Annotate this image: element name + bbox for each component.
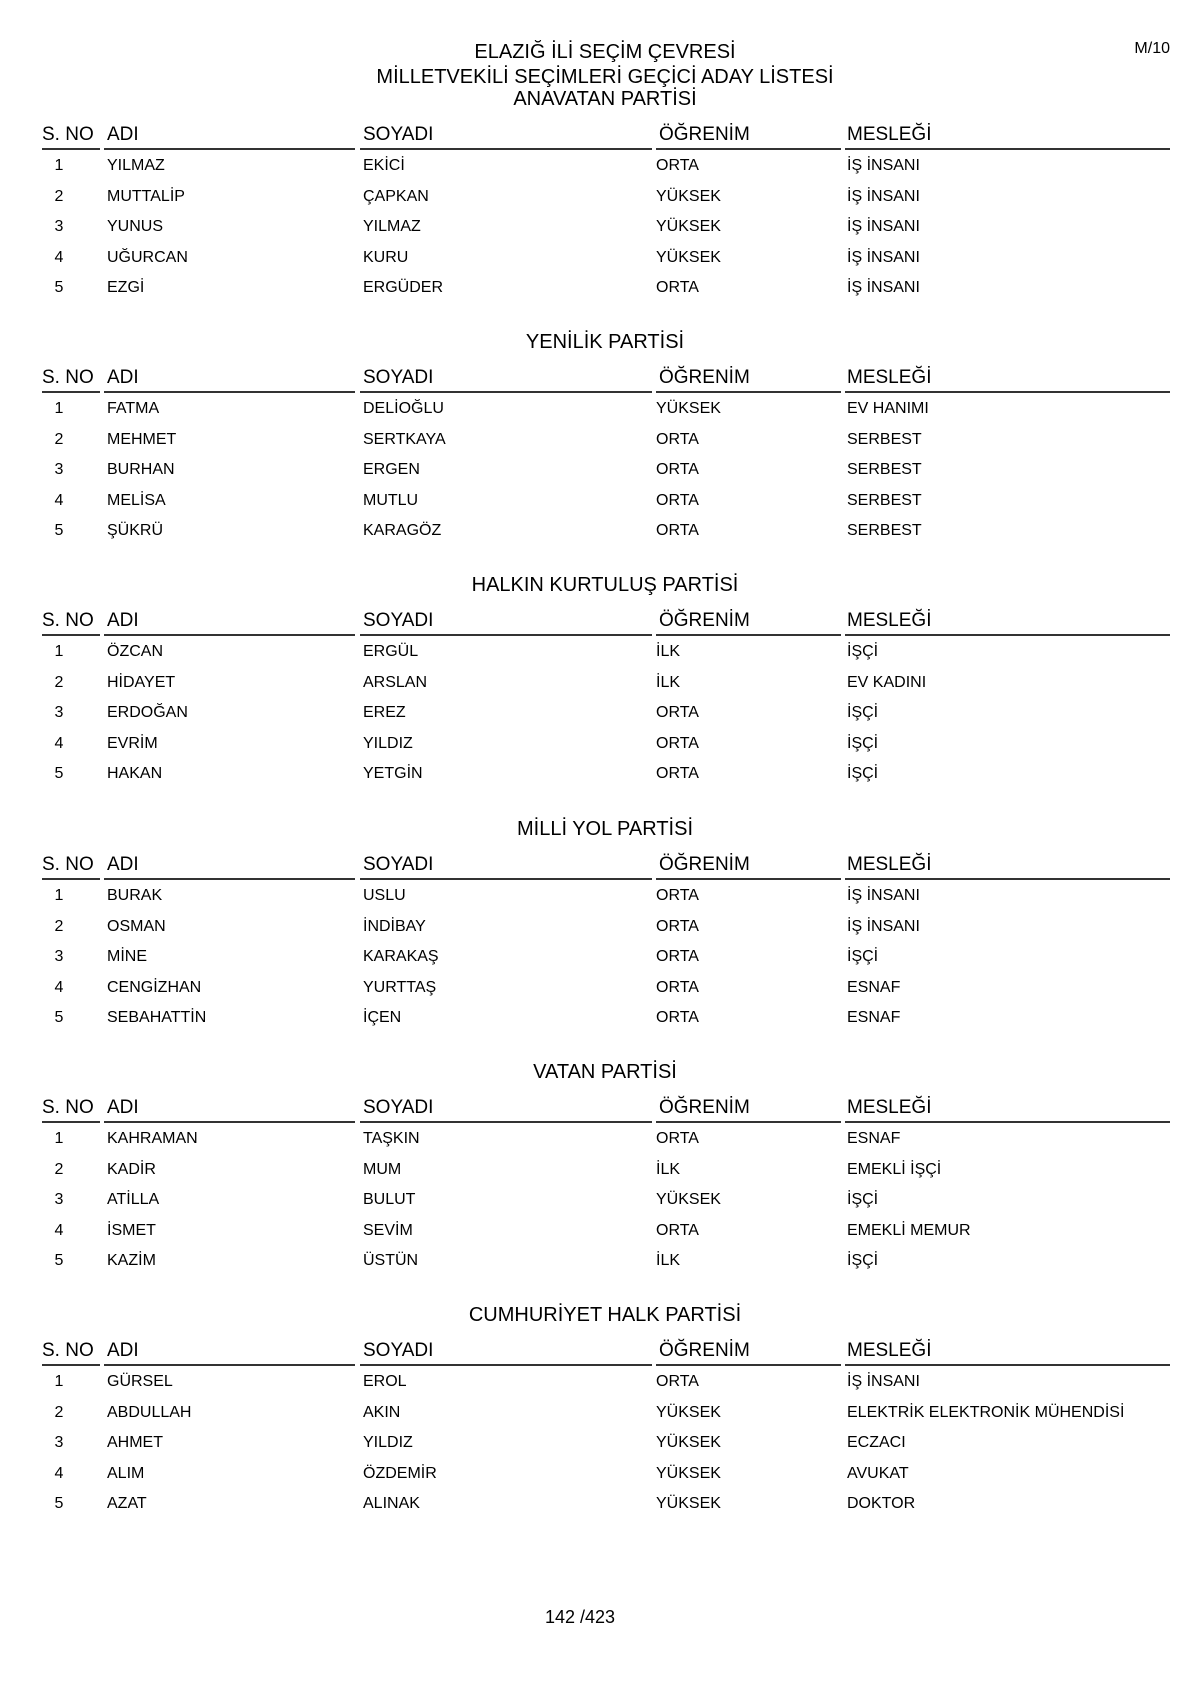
header-underline — [42, 1364, 100, 1366]
header-underline — [656, 1364, 841, 1366]
cell-adi: KAHRAMAN — [107, 1130, 198, 1147]
cell-no: 4 — [54, 1221, 64, 1239]
cell-adi: ALIM — [107, 1464, 145, 1482]
cell-soyadi: İÇEN — [363, 1009, 402, 1026]
cell-soyadi: YILDIZ — [363, 1434, 413, 1451]
cell-adi: EZGİ — [107, 279, 145, 296]
cell-soyadi: ARSLAN — [363, 673, 428, 691]
cell-no: 3 — [54, 461, 64, 478]
column-header-adi: ADI — [107, 610, 139, 631]
party-title: HALKIN KURTULUŞ PARTİSİ — [471, 574, 739, 596]
cell-meslegi: SERBEST — [847, 491, 922, 509]
cell-no: 2 — [54, 673, 64, 691]
table-row — [0, 516, 1200, 547]
candidate-table — [0, 1339, 1200, 1520]
column-header-ogrenim: ÖĞRENİM — [659, 610, 750, 631]
column-header-no: S. NO — [42, 610, 94, 631]
cell-no: 4 — [54, 248, 64, 266]
header-underline — [104, 634, 355, 636]
cell-meslegi: İŞ İNSANI — [847, 218, 920, 235]
cell-no: 4 — [54, 1464, 64, 1482]
table-body — [0, 1367, 1200, 1520]
cell-soyadi: USLU — [363, 887, 406, 904]
table-body — [0, 881, 1200, 1034]
table-body — [0, 394, 1200, 547]
cell-soyadi: MUTLU — [363, 491, 419, 509]
cell-adi: ATİLLA — [107, 1191, 160, 1208]
cell-meslegi: İŞÇİ — [847, 765, 879, 782]
header-underline — [656, 1121, 841, 1123]
cell-ogrenim: YÜKSEK — [656, 1403, 721, 1421]
cell-adi: UĞURCAN — [107, 248, 188, 266]
table-row — [0, 1428, 1200, 1459]
cell-soyadi: YILMAZ — [363, 218, 421, 235]
column-header-soyadi: SOYADI — [363, 610, 434, 631]
column-header-soyadi: SOYADI — [363, 854, 434, 875]
header-underline — [360, 878, 652, 880]
column-header-no: S. NO — [42, 854, 94, 875]
cell-meslegi: EMEKLİ İŞÇİ — [847, 1160, 942, 1178]
cell-soyadi: EKİCİ — [363, 157, 405, 174]
header-underline — [42, 148, 100, 150]
cell-ogrenim: ORTA — [656, 1130, 699, 1147]
cell-meslegi: ECZACI — [847, 1434, 906, 1451]
header-underline — [42, 634, 100, 636]
column-header-meslegi: MESLEĞİ — [847, 124, 932, 145]
header-underline — [104, 878, 355, 880]
header-underline — [104, 391, 355, 393]
cell-adi: GÜRSEL — [107, 1373, 173, 1390]
table-header-row — [0, 366, 1200, 392]
header-underline — [42, 391, 100, 393]
table-header-row — [0, 853, 1200, 879]
document-header — [0, 40, 1200, 90]
column-header-meslegi: MESLEĞİ — [847, 854, 932, 875]
cell-adi: MEHMET — [107, 430, 177, 448]
cell-adi: MELİSA — [107, 491, 166, 509]
cell-meslegi: İŞÇİ — [847, 948, 879, 965]
cell-no: 3 — [54, 704, 64, 721]
party-title: VATAN PARTİSİ — [533, 1061, 677, 1083]
cell-adi: SEBAHATTİN — [107, 1009, 207, 1026]
cell-no: 4 — [54, 734, 64, 752]
candidate-table — [0, 123, 1200, 304]
cell-soyadi: ALINAK — [363, 1495, 420, 1512]
cell-ogrenim: YÜKSEK — [656, 400, 721, 417]
cell-ogrenim: YÜKSEK — [656, 1191, 721, 1208]
cell-ogrenim: ORTA — [656, 1221, 699, 1239]
party-title: MİLLİ YOL PARTİSİ — [517, 818, 693, 840]
cell-meslegi: İŞÇİ — [847, 704, 879, 721]
cell-soyadi: AKIN — [363, 1403, 401, 1421]
header-underline — [656, 391, 841, 393]
table-row — [0, 1185, 1200, 1216]
candidate-table — [0, 1096, 1200, 1277]
cell-soyadi: SEVİM — [363, 1221, 413, 1239]
column-header-ogrenim: ÖĞRENİM — [659, 367, 750, 388]
table-header-row — [0, 609, 1200, 635]
column-header-soyadi: SOYADI — [363, 1097, 434, 1118]
cell-ogrenim: ORTA — [656, 887, 699, 904]
cell-ogrenim: İLK — [656, 643, 681, 660]
cell-soyadi: YETGİN — [363, 765, 423, 782]
cell-meslegi: İŞÇİ — [847, 1191, 879, 1208]
table-row — [0, 151, 1200, 182]
cell-soyadi: ERGÜDER — [363, 279, 444, 296]
table-row — [0, 698, 1200, 729]
cell-soyadi: DELİOĞLU — [363, 400, 444, 417]
cell-adi: ŞÜKRÜ — [107, 522, 164, 539]
cell-no: 5 — [54, 1252, 64, 1269]
cell-no: 2 — [54, 1160, 64, 1178]
column-header-soyadi: SOYADI — [363, 1340, 434, 1361]
cell-ogrenim: ORTA — [656, 1009, 699, 1026]
header-underline — [845, 148, 1170, 150]
cell-meslegi: EV HANIMI — [847, 400, 929, 417]
cell-no: 1 — [54, 1373, 64, 1390]
cell-soyadi: İNDİBAY — [363, 917, 426, 935]
header-underline — [656, 148, 841, 150]
header-underline — [360, 1121, 652, 1123]
cell-meslegi: DOKTOR — [847, 1495, 916, 1512]
cell-adi: ÖZCAN — [107, 643, 163, 660]
cell-no: 4 — [54, 491, 64, 509]
party-title: CUMHURİYET HALK PARTİSİ — [468, 1304, 742, 1326]
cell-soyadi: SERTKAYA — [363, 430, 446, 448]
cell-adi: MİNE — [107, 948, 147, 965]
column-header-ogrenim: ÖĞRENİM — [659, 124, 750, 145]
cell-meslegi: İŞ İNSANI — [847, 887, 920, 904]
column-header-adi: ADI — [107, 124, 139, 145]
cell-meslegi: SERBEST — [847, 430, 922, 448]
cell-adi: CENGİZHAN — [107, 978, 202, 996]
cell-soyadi: EROL — [363, 1373, 407, 1390]
header-line-1: ELAZIĞ İLİ SEÇİM ÇEVRESİ — [474, 41, 736, 63]
cell-adi: ABDULLAH — [107, 1403, 192, 1421]
cell-soyadi: KARAKAŞ — [363, 948, 439, 965]
cell-no: 2 — [54, 1403, 64, 1421]
header-underline — [845, 1121, 1170, 1123]
cell-ogrenim: ORTA — [656, 978, 699, 996]
header-underline — [360, 391, 652, 393]
table-row — [0, 881, 1200, 912]
cell-adi: İSMET — [107, 1221, 156, 1239]
candidate-table — [0, 853, 1200, 1034]
cell-ogrenim: YÜKSEK — [656, 187, 721, 205]
cell-adi: FATMA — [107, 400, 160, 417]
table-row — [0, 973, 1200, 1004]
table-row — [0, 668, 1200, 699]
cell-soyadi: ÖZDEMİR — [363, 1464, 437, 1482]
table-row — [0, 486, 1200, 517]
cell-adi: BURAK — [107, 887, 163, 904]
header-underline — [845, 634, 1170, 636]
table-row — [0, 1003, 1200, 1034]
table-row — [0, 912, 1200, 943]
party-title: YENİLİK PARTİSİ — [525, 331, 685, 353]
cell-meslegi: İŞÇİ — [847, 734, 879, 752]
cell-soyadi: EREZ — [363, 704, 406, 721]
cell-ogrenim: ORTA — [656, 948, 699, 965]
table-row — [0, 273, 1200, 304]
cell-meslegi: İŞÇİ — [847, 643, 879, 660]
cell-no: 5 — [54, 765, 64, 782]
table-row — [0, 182, 1200, 213]
cell-soyadi: ÜSTÜN — [363, 1252, 419, 1269]
candidate-table — [0, 609, 1200, 790]
column-header-no: S. NO — [42, 1097, 94, 1118]
cell-no: 2 — [54, 187, 64, 205]
cell-ogrenim: ORTA — [656, 765, 699, 782]
cell-soyadi: BULUT — [363, 1191, 416, 1208]
cell-meslegi: İŞÇİ — [847, 1252, 879, 1269]
header-underline — [845, 1364, 1170, 1366]
table-row — [0, 942, 1200, 973]
table-row — [0, 759, 1200, 790]
header-underline — [42, 878, 100, 880]
table-row — [0, 1246, 1200, 1277]
cell-meslegi: İŞ İNSANI — [847, 248, 920, 266]
cell-meslegi: AVUKAT — [847, 1464, 909, 1482]
table-header-row — [0, 1096, 1200, 1122]
table-header-row — [0, 123, 1200, 149]
cell-meslegi: EMEKLİ MEMUR — [847, 1221, 971, 1239]
table-row — [0, 243, 1200, 274]
column-header-adi: ADI — [107, 854, 139, 875]
cell-no: 1 — [54, 643, 64, 660]
cell-soyadi: ERGÜL — [363, 643, 419, 660]
cell-ogrenim: ORTA — [656, 157, 699, 174]
header-underline — [656, 878, 841, 880]
cell-adi: AHMET — [107, 1434, 163, 1451]
table-body — [0, 1124, 1200, 1277]
cell-ogrenim: ORTA — [656, 704, 699, 721]
cell-no: 1 — [54, 887, 64, 904]
cell-ogrenim: ORTA — [656, 734, 699, 752]
header-underline — [845, 391, 1170, 393]
cell-adi: AZAT — [107, 1495, 147, 1512]
cell-adi: ERDOĞAN — [107, 704, 188, 721]
cell-ogrenim: İLK — [656, 1160, 681, 1178]
header-underline — [42, 1121, 100, 1123]
cell-meslegi: ELEKTRİK ELEKTRONİK MÜHENDİSİ — [847, 1403, 1125, 1421]
cell-no: 5 — [54, 522, 64, 539]
cell-no: 5 — [54, 279, 64, 296]
party-title: ANAVATAN PARTİSİ — [513, 88, 697, 110]
cell-ogrenim: İLK — [656, 1252, 681, 1269]
table-row — [0, 1216, 1200, 1247]
header-line-2: MİLLETVEKİLİ SEÇİMLERİ GEÇİCİ ADAY LİSTESİ — [376, 66, 834, 88]
cell-ogrenim: ORTA — [656, 491, 699, 509]
cell-ogrenim: İLK — [656, 673, 681, 691]
cell-no: 1 — [54, 157, 64, 174]
column-header-meslegi: MESLEĞİ — [847, 1340, 932, 1361]
column-header-meslegi: MESLEĞİ — [847, 1097, 932, 1118]
table-body — [0, 637, 1200, 790]
column-header-soyadi: SOYADI — [363, 367, 434, 388]
cell-meslegi: ESNAF — [847, 1009, 901, 1026]
column-header-adi: ADI — [107, 367, 139, 388]
cell-soyadi: ÇAPKAN — [363, 187, 429, 205]
table-row — [0, 1489, 1200, 1520]
table-row — [0, 212, 1200, 243]
cell-no: 1 — [54, 1130, 64, 1147]
cell-meslegi: İŞ İNSANI — [847, 187, 920, 205]
cell-meslegi: SERBEST — [847, 522, 922, 539]
cell-no: 3 — [54, 218, 64, 235]
table-row — [0, 425, 1200, 456]
cell-ogrenim: YÜKSEK — [656, 248, 721, 266]
cell-ogrenim: ORTA — [656, 917, 699, 935]
cell-soyadi: KURU — [363, 248, 409, 266]
page-footer: 142 /423 — [544, 1607, 616, 1627]
table-row — [0, 1398, 1200, 1429]
column-header-ogrenim: ÖĞRENİM — [659, 1097, 750, 1118]
page-code: M/10 — [1134, 40, 1170, 57]
cell-adi: YILMAZ — [107, 157, 165, 174]
column-header-meslegi: MESLEĞİ — [847, 367, 932, 388]
table-row — [0, 1124, 1200, 1155]
cell-no: 2 — [54, 430, 64, 448]
cell-adi: KADİR — [107, 1160, 156, 1178]
cell-adi: OSMAN — [107, 917, 166, 935]
cell-meslegi: İŞ İNSANI — [847, 157, 920, 174]
table-row — [0, 1367, 1200, 1398]
cell-ogrenim: ORTA — [656, 430, 699, 448]
header-underline — [360, 1364, 652, 1366]
cell-no: 3 — [54, 948, 64, 965]
table-row — [0, 729, 1200, 760]
cell-no: 3 — [54, 1434, 64, 1451]
cell-soyadi: TAŞKIN — [363, 1130, 420, 1147]
header-underline — [104, 1121, 355, 1123]
column-header-soyadi: SOYADI — [363, 124, 434, 145]
cell-meslegi: İŞ İNSANI — [847, 279, 920, 296]
table-row — [0, 455, 1200, 486]
cell-ogrenim: YÜKSEK — [656, 1464, 721, 1482]
cell-ogrenim: ORTA — [656, 279, 699, 296]
column-header-no: S. NO — [42, 124, 94, 145]
cell-meslegi: ESNAF — [847, 1130, 901, 1147]
cell-ogrenim: YÜKSEK — [656, 218, 721, 235]
table-row — [0, 637, 1200, 668]
table-header-row — [0, 1339, 1200, 1365]
cell-adi: EVRİM — [107, 734, 158, 752]
cell-soyadi: MUM — [363, 1160, 402, 1178]
column-header-no: S. NO — [42, 1340, 94, 1361]
cell-adi: YUNUS — [107, 218, 164, 235]
cell-soyadi: YURTTAŞ — [363, 978, 437, 996]
cell-adi: HİDAYET — [107, 673, 176, 691]
cell-ogrenim: ORTA — [656, 522, 699, 539]
cell-ogrenim: YÜKSEK — [656, 1495, 721, 1512]
column-header-adi: ADI — [107, 1340, 139, 1361]
cell-soyadi: YILDIZ — [363, 734, 413, 752]
header-underline — [104, 148, 355, 150]
column-header-ogrenim: ÖĞRENİM — [659, 854, 750, 875]
table-body — [0, 151, 1200, 304]
cell-no: 2 — [54, 917, 64, 935]
column-header-ogrenim: ÖĞRENİM — [659, 1340, 750, 1361]
candidate-table — [0, 366, 1200, 547]
header-underline — [360, 148, 652, 150]
cell-meslegi: İŞ İNSANI — [847, 1373, 920, 1390]
table-row — [0, 394, 1200, 425]
cell-ogrenim: ORTA — [656, 1373, 699, 1390]
cell-ogrenim: YÜKSEK — [656, 1434, 721, 1451]
cell-adi: HAKAN — [107, 765, 163, 782]
cell-no: 5 — [54, 1495, 64, 1512]
cell-adi: BURHAN — [107, 461, 175, 478]
header-underline — [656, 634, 841, 636]
column-header-adi: ADI — [107, 1097, 139, 1118]
table-row — [0, 1155, 1200, 1186]
table-row — [0, 1459, 1200, 1490]
header-underline — [104, 1364, 355, 1366]
cell-soyadi: ERGEN — [363, 461, 420, 478]
cell-meslegi: ESNAF — [847, 978, 901, 996]
cell-no: 4 — [54, 978, 64, 996]
header-underline — [845, 878, 1170, 880]
cell-meslegi: İŞ İNSANI — [847, 917, 920, 935]
cell-no: 1 — [54, 400, 64, 417]
cell-no: 3 — [54, 1191, 64, 1208]
cell-soyadi: KARAGÖZ — [363, 522, 442, 539]
header-underline — [360, 634, 652, 636]
cell-meslegi: SERBEST — [847, 461, 922, 478]
cell-meslegi: EV KADINI — [847, 673, 927, 691]
cell-adi: KAZİM — [107, 1252, 156, 1269]
column-header-meslegi: MESLEĞİ — [847, 610, 932, 631]
column-header-no: S. NO — [42, 367, 94, 388]
cell-ogrenim: ORTA — [656, 461, 699, 478]
cell-adi: MUTTALİP — [107, 187, 185, 205]
cell-no: 5 — [54, 1009, 64, 1026]
